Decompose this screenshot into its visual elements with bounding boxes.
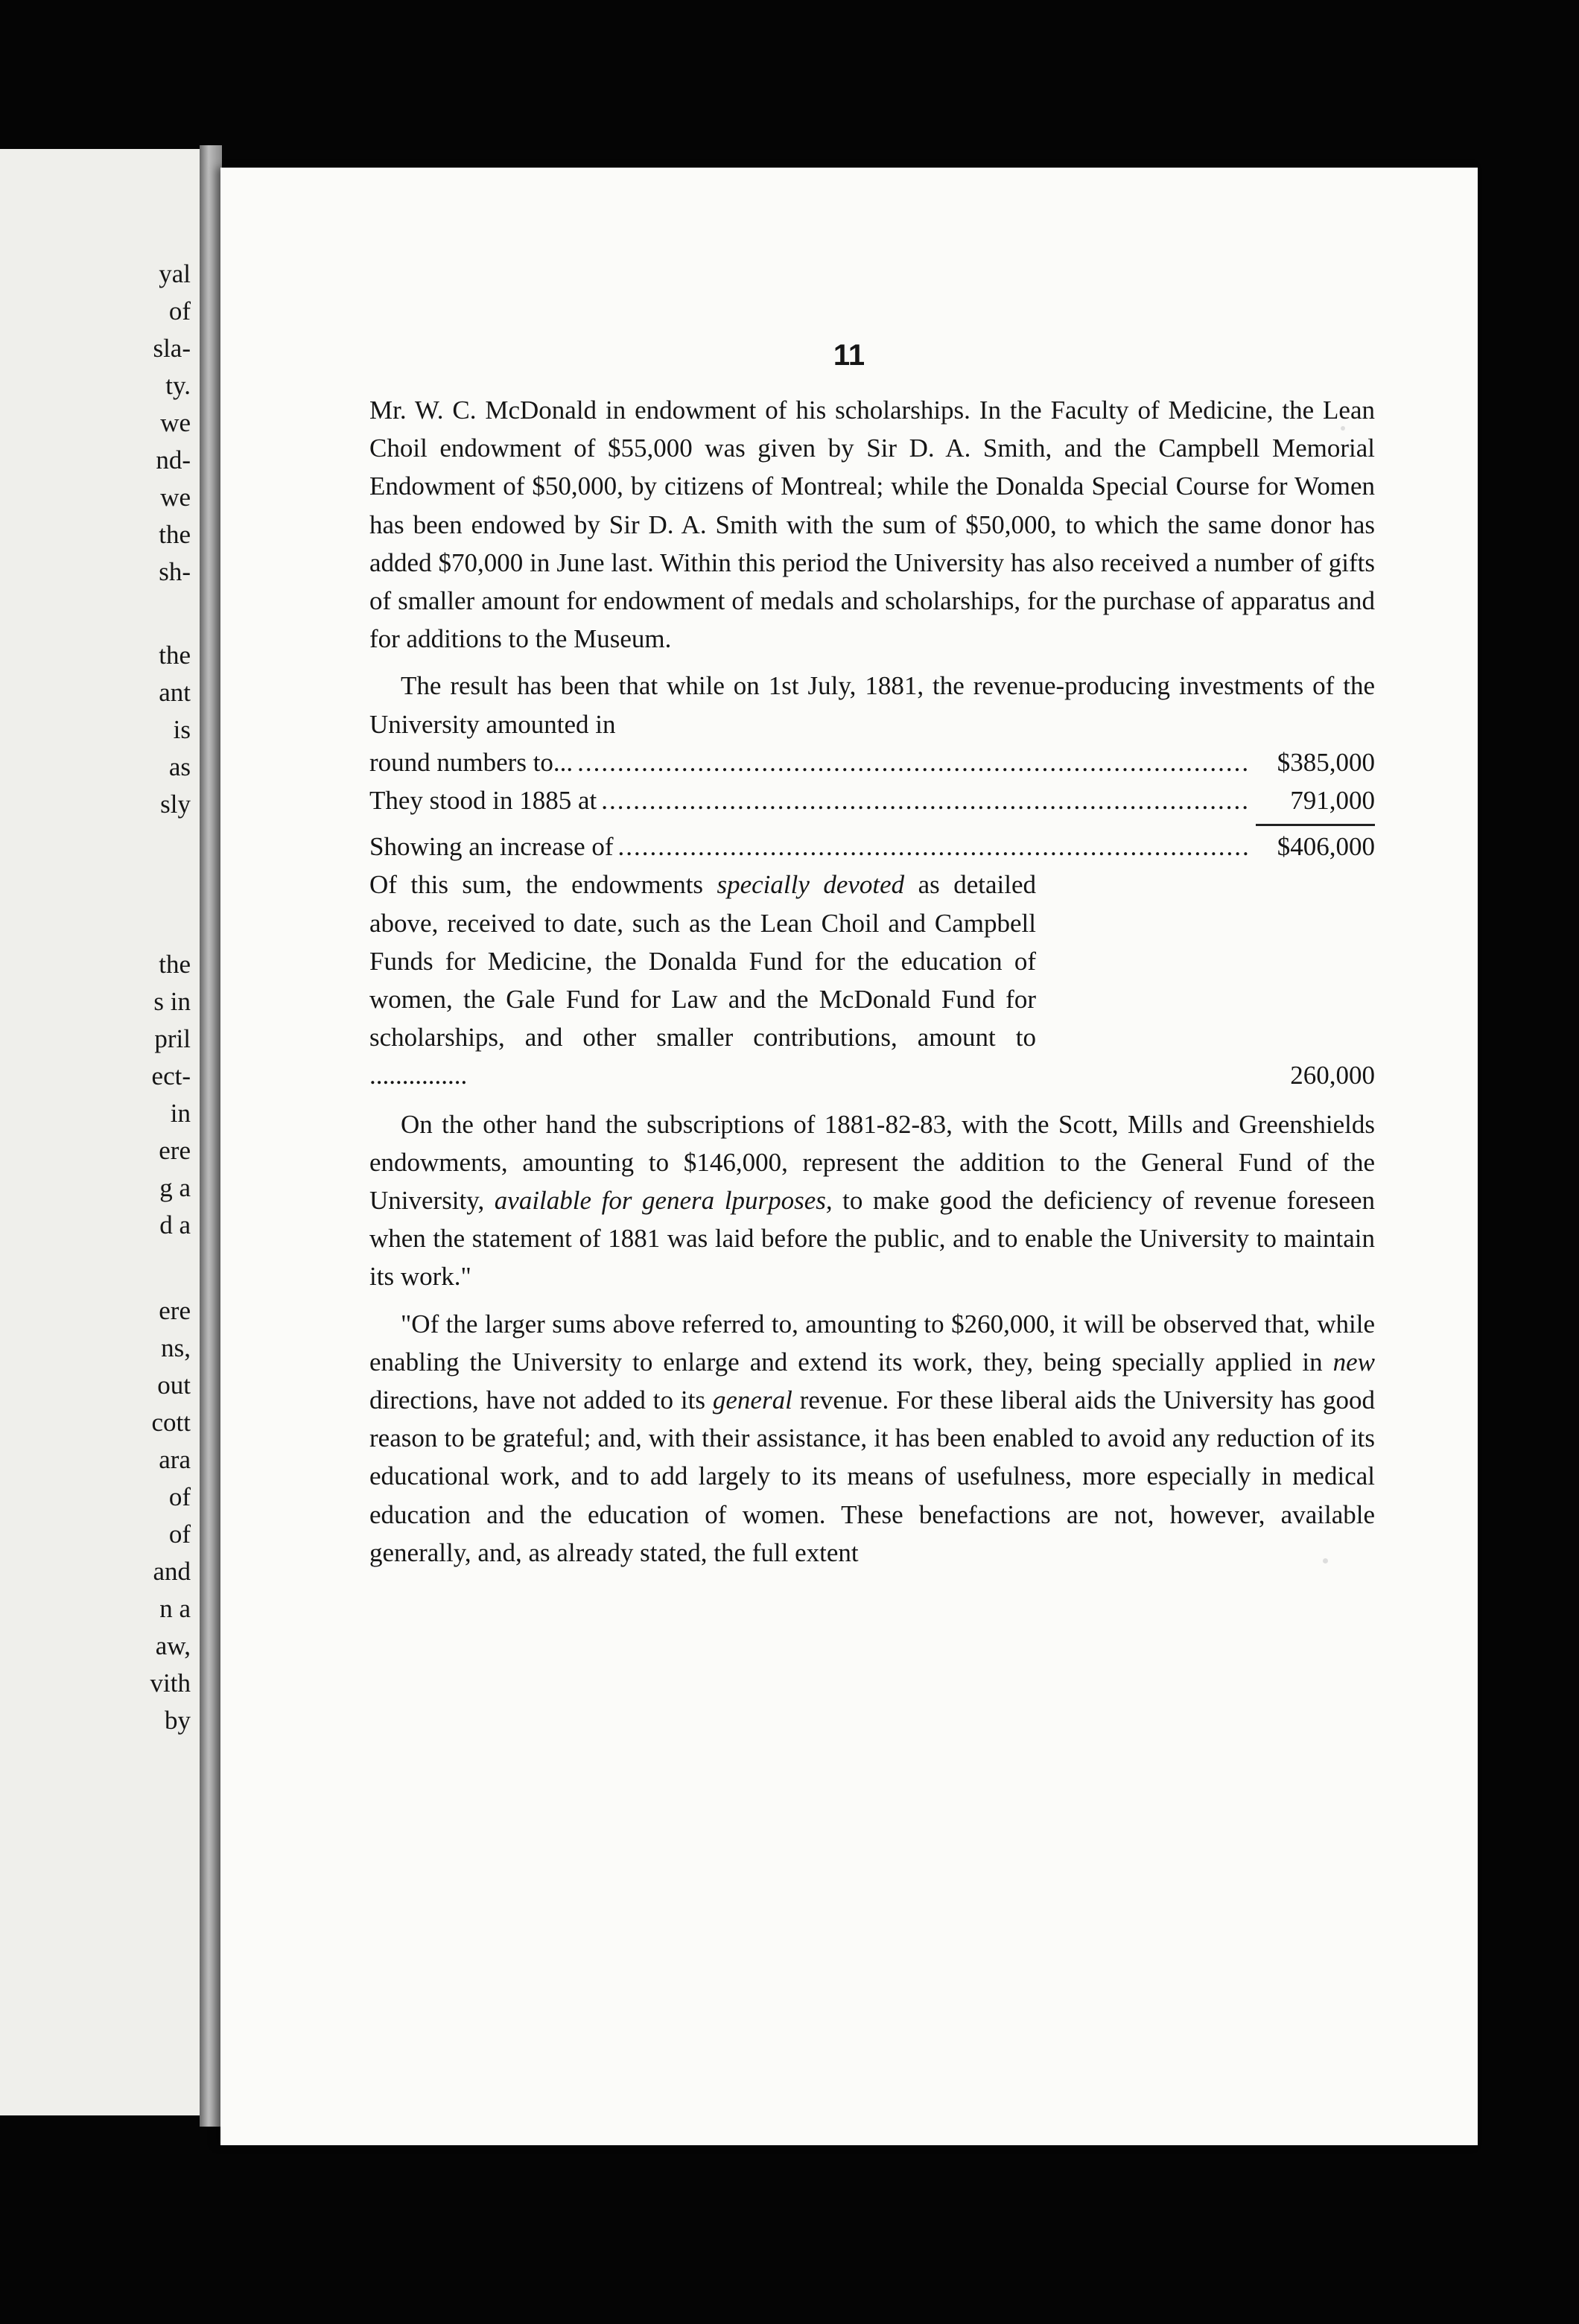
- book-gutter: [200, 145, 222, 2127]
- ledger-label-increase: Showing an increase of: [369, 832, 614, 862]
- facing-page-text: pril: [154, 1024, 191, 1053]
- page-body: [369, 391, 1375, 1581]
- facing-page-text: of: [168, 1520, 191, 1549]
- ledger-block-text: Of this sum, the endowments specially devoted as detailed above, received to date, such as the Lean Choil and Campbell Funds for Medicine, the Donalda Fund for the education of women, the Gale Fund for Law and the McDonald Fund for scholarships, and other smaller contributions, amount to ...............: [369, 870, 1036, 1090]
- facing-page-text: the: [159, 950, 191, 979]
- paragraph-2-intro: The result has been that while on 1st July, 1881, the revenue-producing investments of the University amounted in: [369, 671, 1375, 739]
- facing-page-text: ere: [159, 1296, 191, 1325]
- facing-page-text: s in: [153, 987, 191, 1016]
- facing-page-text: n a: [159, 1594, 191, 1623]
- facing-page-text: g a: [159, 1173, 191, 1202]
- italic-text: general: [712, 1385, 792, 1415]
- facing-page-text: as: [168, 752, 191, 781]
- facing-page-text: sh-: [159, 557, 191, 586]
- facing-page-text: out: [157, 1371, 191, 1400]
- facing-page-text: nd-: [156, 445, 191, 474]
- facing-page-text: d a: [159, 1210, 191, 1239]
- facing-page-text: we: [160, 483, 191, 512]
- facing-page-text: of: [168, 1482, 191, 1511]
- facing-page-text: the: [159, 520, 191, 549]
- facing-page-text: by: [165, 1706, 191, 1735]
- facing-page-text: yal: [159, 259, 191, 288]
- facing-page-text: sla-: [153, 334, 191, 363]
- italic-text: new: [1332, 1347, 1375, 1377]
- facing-page-text: ty.: [165, 371, 191, 400]
- ledger-row-1981: [369, 743, 1375, 781]
- ledger-label-1881: round numbers to...: [369, 747, 574, 777]
- sum-rule: [369, 819, 1375, 828]
- ledger-amount-1885: 791,000: [1290, 786, 1375, 816]
- facing-page-text: of: [168, 296, 191, 326]
- facing-page-text: and: [153, 1557, 191, 1586]
- italic-text: specially devoted: [717, 870, 905, 900]
- facing-page-text: cott: [151, 1408, 191, 1437]
- document-page: [220, 168, 1478, 2145]
- ledger-amount-special: 260,000: [1290, 1061, 1375, 1090]
- paragraph-4: "Of the larger sums above referred to, amounting to $260,000, it will be observed that, while enabling the University to enlarge and extend its work, they, being specially applied in new directions, have not added to its general revenue. For these liberal aids the University has good reason to be grateful; and, with their assistance, it has been enabled to avoid any reduction of its educational work, and to add largely to its means of usefulness, more especially in medical education and the education of women. These benefactions are not, however, available generally, and, as already stated, the full extent: [369, 1309, 1375, 1567]
- facing-page-text: ect-: [151, 1061, 191, 1090]
- ledger-amount-increase: $406,000: [1277, 832, 1375, 862]
- facing-page-text: in: [170, 1099, 191, 1128]
- facing-page-text: vith: [150, 1669, 191, 1698]
- italic-text: available for genera lpurposes,: [494, 1186, 833, 1216]
- paragraph-1: Mr. W. C. McDonald in endowment of his scholarships. In the Faculty of Medicine, the Lean Choil endowment of $55,000 was given by Sir D. A. Smith, and the Campbell Memorial Endowment of $50,000, by citizens of Montreal; while the Donalda Special Course for Women has been endowed by Sir D. A. Smith with the sum of $50,000, to which the same donor has added $70,000 in June last. Within this period the University has also received a number of gifts of smaller amount for endowment of medals and scholarships, for the purchase of apparatus and for additions to the Museum.: [369, 396, 1375, 654]
- facing-page-fragment: [0, 149, 200, 2115]
- leader-dots: [601, 781, 1251, 819]
- ledger-label-1885: They stood in 1885 at: [369, 786, 597, 816]
- facing-page-text: ns,: [161, 1333, 191, 1362]
- ledger-amount-1881: $385,000: [1277, 747, 1375, 777]
- page-speck: [1341, 426, 1345, 431]
- facing-page-text: ant: [159, 678, 191, 707]
- page-number: 11: [833, 339, 865, 372]
- leader-dots: [577, 743, 1251, 781]
- paragraph-3: On the other hand the subscriptions of 1881-82-83, with the Scott, Mills and Greenshields endowments, amounting to $146,000, represent the addition to the General Fund of the University, available for genera lpurposes, to make good the deficiency of revenue foreseen when the statement of 1881 was laid before the public, and to enable the University to maintain its work.": [369, 1109, 1375, 1292]
- facing-page-text: aw,: [155, 1631, 191, 1660]
- facing-page-text: ara: [159, 1445, 191, 1474]
- page-speck: [1323, 1558, 1328, 1563]
- facing-page-text: the: [159, 641, 191, 670]
- ledger-row-increase: [369, 828, 1375, 866]
- ledger-row-1885: [369, 781, 1375, 819]
- ledger-block-special: [369, 866, 1375, 1094]
- facing-page-text: is: [173, 715, 191, 744]
- leader-dots: [618, 828, 1251, 866]
- facing-page-text: we: [160, 408, 191, 437]
- facing-page-text: ere: [159, 1136, 191, 1165]
- facing-page-text: sly: [160, 790, 191, 819]
